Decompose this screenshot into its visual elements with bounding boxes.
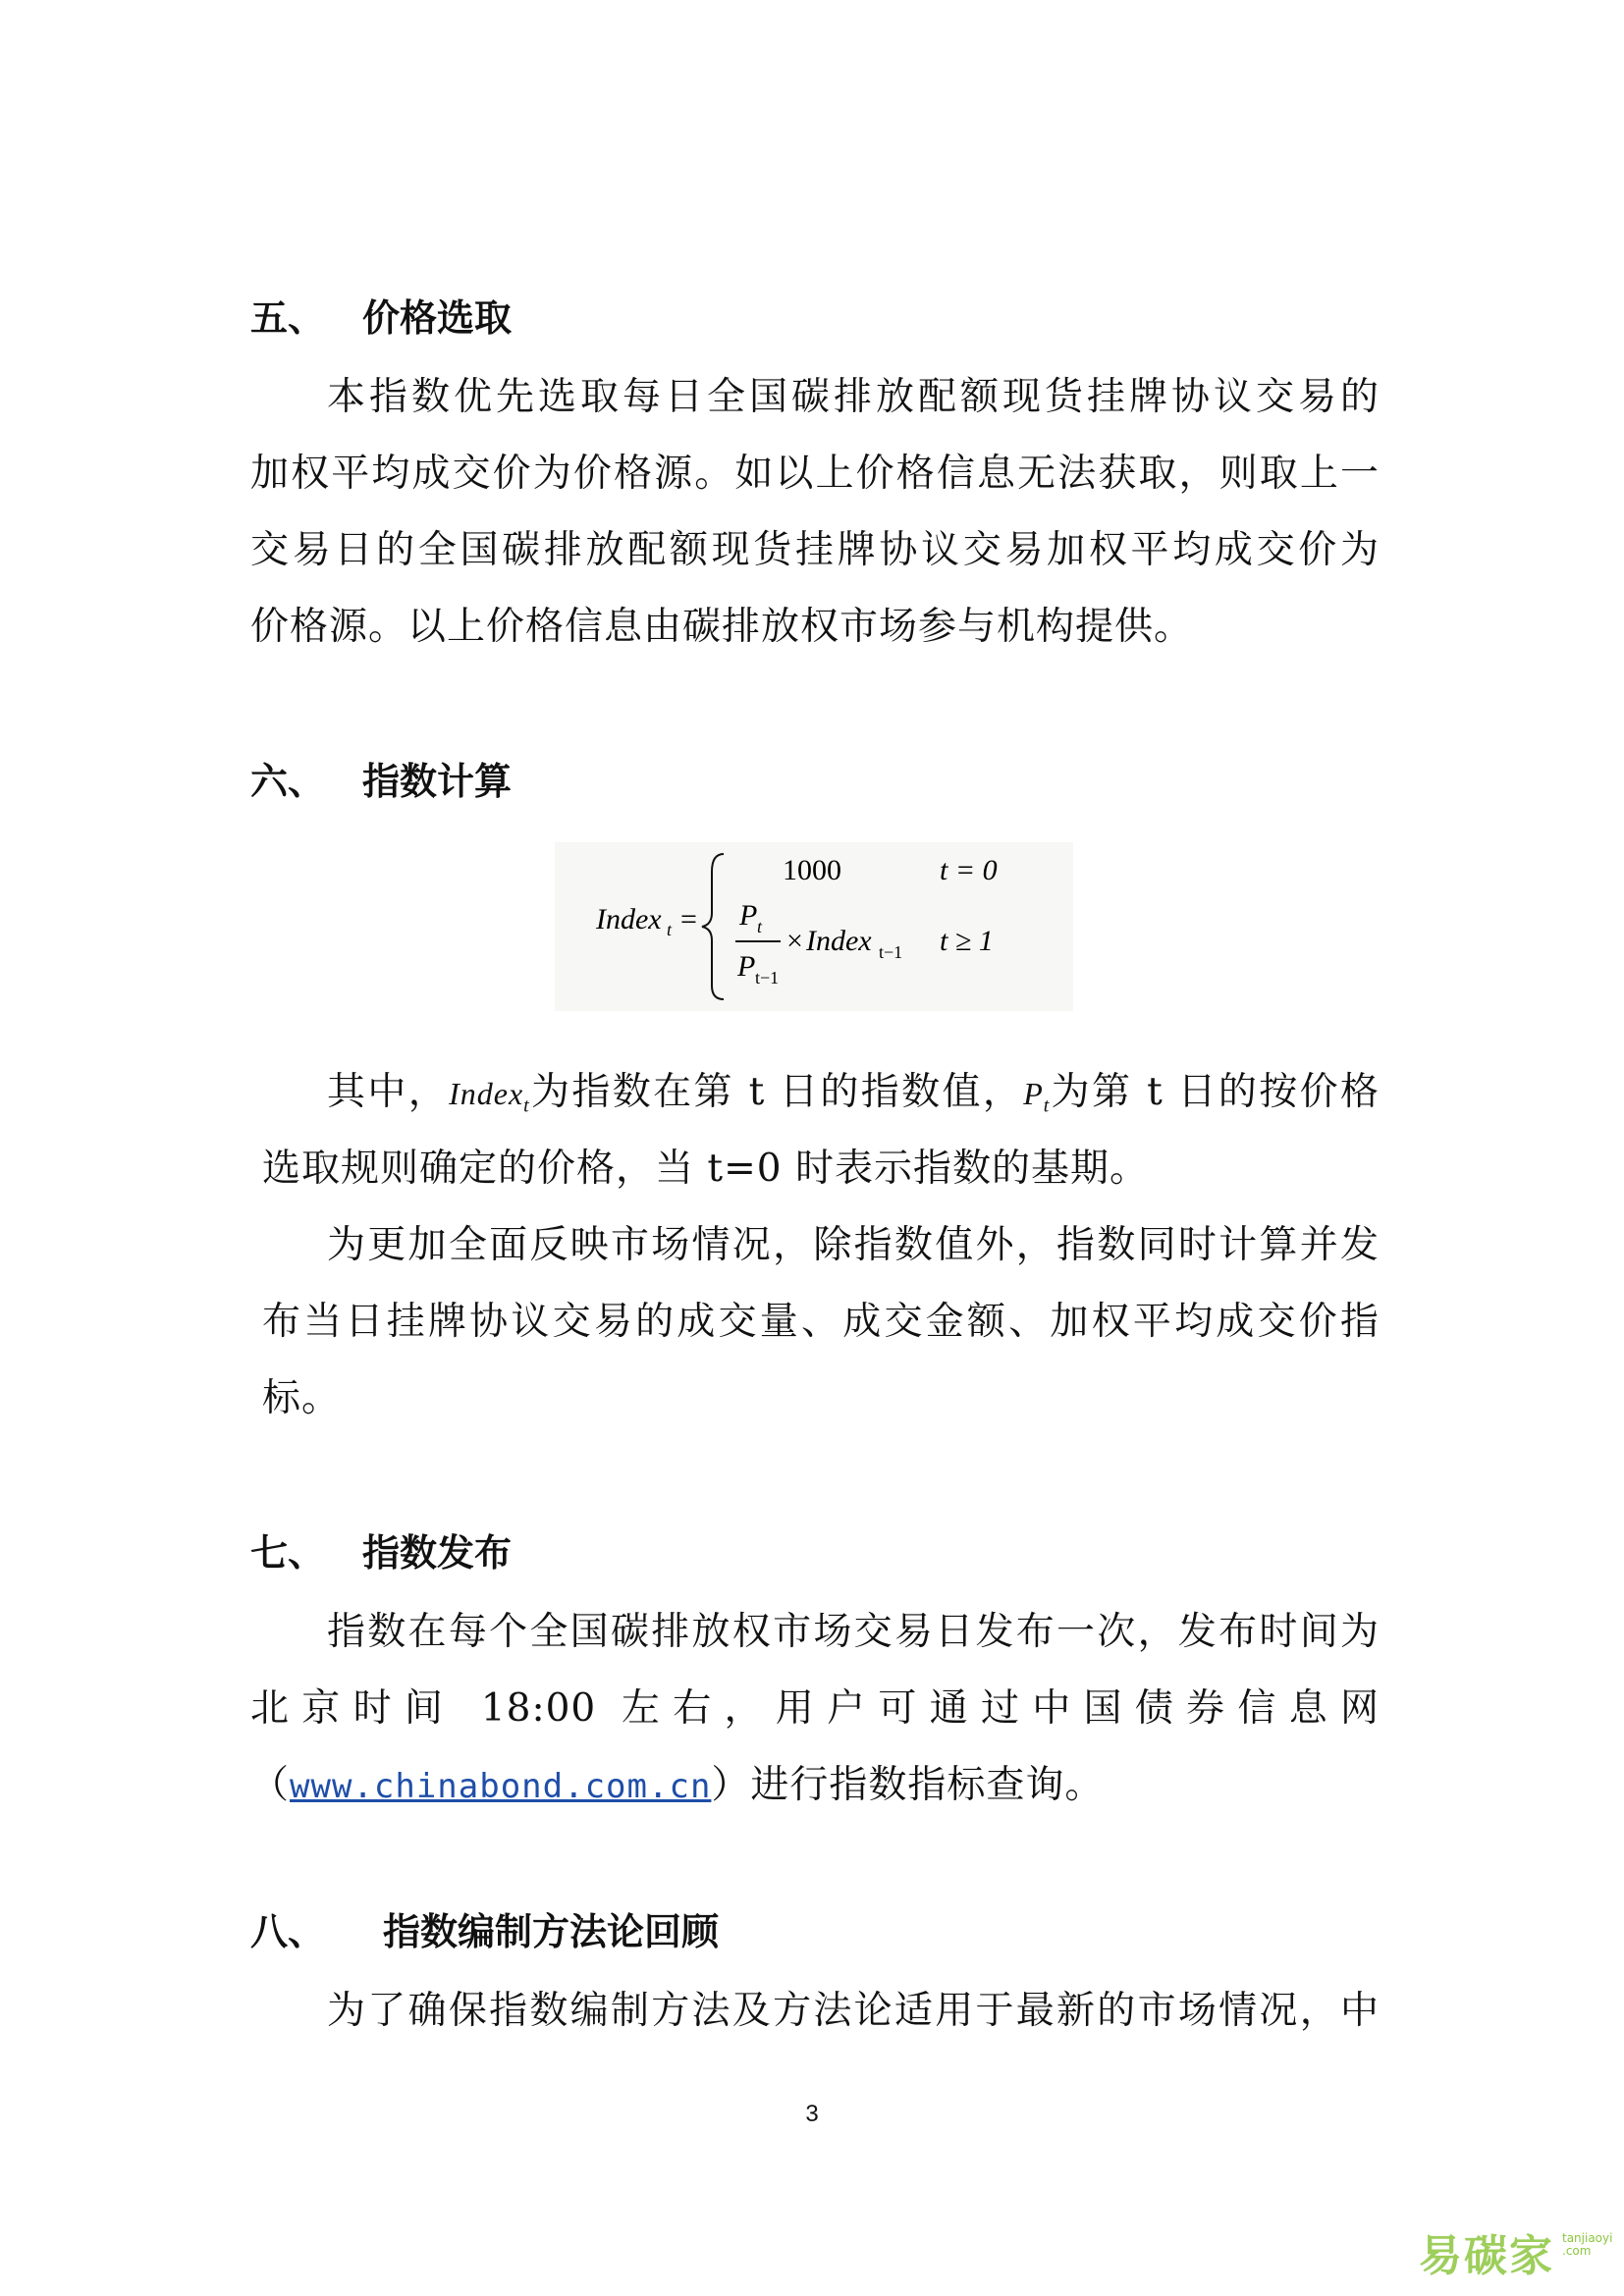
- section-8-title: 指数编制方法论回顾: [383, 1910, 720, 1953]
- formula-lhs: Index: [596, 903, 662, 935]
- paragraph-line: [250, 1747, 1380, 1824]
- formula-numerator: P: [739, 899, 758, 932]
- formula-case1-value: 1000: [783, 854, 841, 886]
- var-name: P: [1023, 1076, 1044, 1111]
- paragraph-line: 为更加全面反映市场情况，除指数值外，指数同时计算并发: [327, 1223, 1380, 1267]
- section-6-heading: [250, 758, 512, 805]
- watermark-domain-2: .com: [1562, 2244, 1592, 2258]
- section-7-title: 指数发布: [362, 1531, 513, 1575]
- watermark-domain-1: tanjiaoyi: [1562, 2231, 1613, 2245]
- section-8-heading: [250, 1908, 719, 1955]
- section-6-number: 六、: [250, 760, 326, 803]
- text-run: ）进行指数指标查询。: [711, 1763, 1105, 1807]
- section-8-number: 八、: [250, 1910, 326, 1953]
- section-8-paragraph: [250, 1973, 1380, 2050]
- section-7-paragraph: [250, 1594, 1380, 1824]
- formula-svg: [555, 842, 1073, 1011]
- paragraph-line: 指数在每个全国碳排放权市场交易日发布一次，发布时间为: [327, 1610, 1380, 1654]
- paragraph-line: [250, 1054, 1380, 1131]
- inline-variable-index: [449, 1076, 530, 1117]
- watermark-text: 易碳家: [1419, 2231, 1554, 2281]
- watermark-domain: [1562, 2232, 1612, 2258]
- section-7-number: 七、: [250, 1531, 326, 1575]
- section-6-paragraph-2: [250, 1207, 1380, 1437]
- formula-brace: [702, 854, 724, 999]
- paragraph-line: 北京时间 18:00 左右，用户可通过中国债券信息网: [250, 1686, 1380, 1731]
- paragraph-line: 选取规则确定的价格，当 t=0 时表示指数的基期。: [262, 1147, 1149, 1191]
- formula-lhs-sub: t: [667, 920, 673, 939]
- watermark-logo: [1419, 2220, 1615, 2279]
- formula-numerator-sub: t: [757, 917, 763, 936]
- section-7-heading: [250, 1529, 512, 1576]
- var-name: Index: [449, 1076, 524, 1111]
- formula-case2-cond: t ≥ 1: [940, 925, 994, 957]
- section-5-heading: [250, 294, 512, 342]
- var-sub: t: [1043, 1095, 1051, 1117]
- formula-denominator-sub: t−1: [755, 968, 780, 988]
- chinabond-link[interactable]: www.chinabond.com.cn: [290, 1767, 712, 1806]
- formula-rhs-index: Index: [806, 925, 872, 957]
- section-6-title: 指数计算: [362, 760, 513, 803]
- formula-rhs-sub: t−1: [879, 942, 903, 962]
- paragraph-line: 加权平均成交价为价格源。如以上价格信息无法获取，则取上一: [250, 452, 1380, 496]
- index-formula: [555, 842, 1073, 1011]
- section-6-paragraph-1: [250, 1054, 1380, 1207]
- text-run: 为第 t 日的按价格: [1050, 1070, 1380, 1114]
- formula-equals: =: [680, 903, 697, 935]
- formula-case1-cond: t = 0: [940, 854, 998, 886]
- formula-denominator: P: [737, 950, 756, 983]
- section-5-paragraph: [250, 359, 1380, 666]
- paragraph-line: 价格源。以上价格信息由碳排放权市场参与机构提供。: [250, 605, 1194, 649]
- inline-variable-price: [1023, 1076, 1051, 1117]
- var-sub: t: [523, 1095, 530, 1117]
- section-5-title: 价格选取: [362, 296, 513, 340]
- formula-times: ×: [786, 925, 803, 957]
- paragraph-line: 本指数优先选取每日全国碳排放配额现货挂牌协议交易的: [327, 375, 1380, 419]
- paragraph-line: 交易日的全国碳排放配额现货挂牌协议交易加权平均成交价为: [250, 528, 1380, 572]
- section-5-number: 五、: [250, 296, 326, 340]
- page-number: 3: [805, 2101, 819, 2127]
- paragraph-line: 为了确保指数编制方法及方法论适用于最新的市场情况，中: [327, 1989, 1380, 2033]
- paragraph-line: 布当日挂牌协议交易的成交量、成交金额、加权平均成交价指: [262, 1300, 1380, 1344]
- paragraph-line: 标。: [262, 1376, 342, 1420]
- text-run: 其中，: [327, 1070, 450, 1114]
- text-run: 为指数在第 t 日的指数值，: [529, 1070, 1024, 1114]
- text-run: （: [250, 1763, 291, 1807]
